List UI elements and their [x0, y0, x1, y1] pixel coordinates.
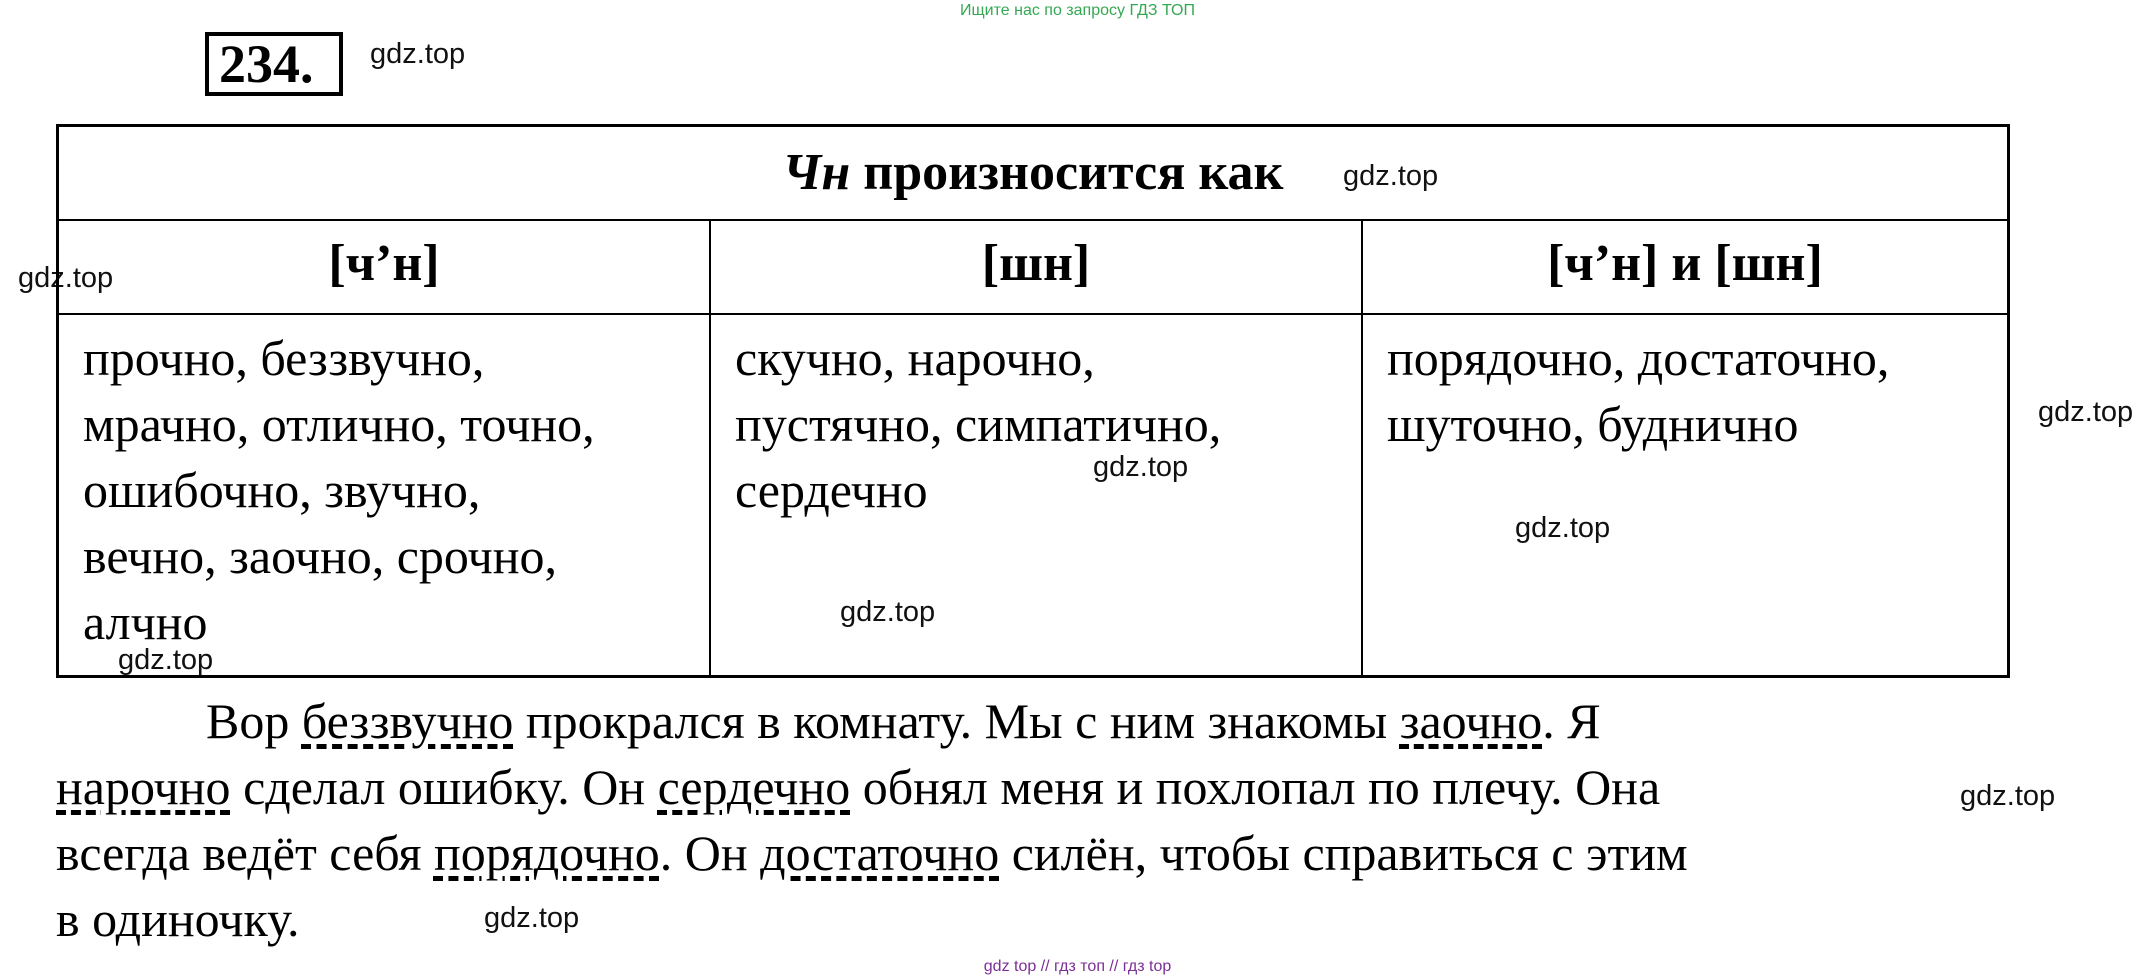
cell-line: вечно, заочно, срочно,: [83, 528, 558, 584]
table-header-1: [ч’н]: [59, 221, 711, 315]
table-title-italic: Чн: [782, 144, 851, 201]
cell-line: ошибочно, звучно,: [83, 462, 481, 518]
watermark: gdz.top: [1093, 451, 1189, 483]
example-paragraph: [56, 688, 2010, 952]
text: Вор: [206, 693, 302, 749]
watermark: gdz.top: [1960, 780, 2056, 812]
cell-line: прочно, беззвучно,: [83, 330, 485, 386]
underlined-word: заочно: [1399, 693, 1543, 749]
underlined-word: нарочно: [56, 759, 231, 815]
text: сделал ошибку. Он: [230, 759, 658, 815]
watermark: gdz.top: [370, 38, 466, 70]
paragraph-line: [56, 820, 2010, 886]
underlined-word: сердечно: [657, 759, 851, 815]
watermark: gdz.top: [484, 902, 580, 934]
table-cell-3: [1363, 315, 2007, 675]
paragraph-line: [56, 886, 2010, 952]
table-header-3: [ч’н] и [шн]: [1363, 221, 2007, 315]
text: в одиночку.: [56, 891, 300, 947]
text: . Он: [659, 825, 761, 881]
paragraph-line: [56, 754, 2010, 820]
watermark: gdz.top: [1515, 512, 1611, 544]
cell-line: пустячно, симпатично,: [735, 396, 1222, 452]
text: всегда ведёт себя: [56, 825, 434, 881]
cell-line: порядочно, достаточно,: [1387, 330, 1890, 386]
underlined-word: беззвучно: [301, 693, 514, 749]
table-cell-2: [711, 315, 1363, 675]
top-ad-text: Ищите нас по запросу ГДЗ ТОП: [960, 2, 1195, 19]
watermark: gdz.top: [840, 596, 936, 628]
paragraph-line: [56, 688, 2010, 754]
text: прокрался в комнату. Мы с ним знакомы: [513, 693, 1400, 749]
watermark: gdz.top: [2038, 396, 2134, 428]
cell-line: алчно: [83, 594, 208, 650]
table-title: [59, 127, 2007, 221]
cell-line: шуточно, буднично: [1387, 396, 1799, 452]
task-number: 234.: [205, 32, 343, 96]
table-cell-1: [59, 315, 711, 675]
watermark: gdz.top: [118, 644, 214, 676]
watermark: gdz.top: [1343, 160, 1439, 192]
cell-line: скучно, нарочно,: [735, 330, 1095, 386]
footer-text: gdz top // гдз топ // гдз top: [983, 958, 1172, 975]
cell-line: мрачно, отлично, точно,: [83, 396, 595, 452]
underlined-word: порядочно: [433, 825, 660, 881]
pronunciation-table: [56, 124, 2010, 678]
table-header-2: [шн]: [711, 221, 1363, 315]
cell-line: сердечно: [735, 462, 928, 518]
text: . Я: [1542, 693, 1601, 749]
text: силён, чтобы справиться с этим: [999, 825, 1688, 881]
watermark: gdz.top: [18, 262, 114, 294]
text: обнял меня и похлопал по плечу. Она: [850, 759, 1661, 815]
table-title-rest: произносится как: [850, 144, 1284, 201]
underlined-word: достаточно: [760, 825, 1000, 881]
